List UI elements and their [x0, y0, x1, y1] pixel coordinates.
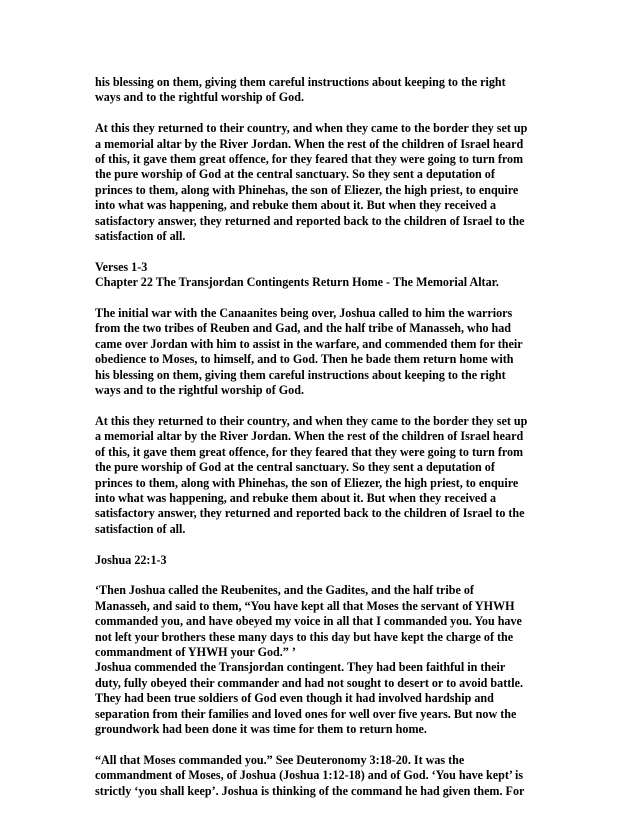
text-line: his blessing on them, giving them careful instructions about keeping to the right — [95, 367, 506, 382]
text-line: strictly ‘you shall keep’. Joshua is thinking of the command he had given them. For — [95, 783, 525, 798]
section-heading — [95, 260, 553, 291]
paragraph-memorial-altar-repeat — [95, 414, 553, 537]
text-line: ‘Then Joshua called the Reubenites, and the Gadites, and the half tribe of — [95, 583, 474, 598]
paragraph-memorial-altar — [95, 121, 553, 244]
text-line: “All that Moses commanded you.” See Deuteronomy 3:18-20. It was the — [95, 752, 465, 767]
text-line: from the two tribes of Reuben and Gad, and the half tribe of Manasseh, who had — [95, 321, 512, 336]
text-line: obedience to Moses, to himself, and to God. Then he bade them return home with — [95, 352, 514, 367]
text-line: satisfaction of all. — [95, 229, 186, 244]
verses-label: Verses 1-3 — [95, 259, 148, 274]
text-line: At this they returned to their country, and when they came to the border they set up — [95, 413, 528, 428]
text-line: separation from their families and loved ones for well over five years. But now the — [95, 706, 517, 721]
text-line: into what was happening, and rebuke them about it. But when they received a — [95, 198, 497, 213]
text-line: commandment of YHWH your God.” ’ — [95, 644, 296, 659]
text-line: The initial war with the Canaanites being over, Joshua called to him the warriors — [95, 306, 513, 321]
text-line: princes to them, along with Phinehas, the son of Eliezer, the high priest, to enquire — [95, 182, 519, 197]
text-line: ways and to the rightful worship of God. — [95, 383, 304, 398]
text-line: into what was happening, and rebuke them about it. But when they received a — [95, 490, 497, 505]
text-line: satisfactory answer, they returned and reported back to the children of Israel to the — [95, 506, 525, 521]
text-line: At this they returned to their country, and when they came to the border they set up — [95, 121, 528, 136]
text-line: Manasseh, and said to them, “You have kept all that Moses the servant of YHWH — [95, 598, 515, 613]
paragraph-moses-commanded — [95, 753, 553, 799]
text-line: of this, it gave them great offence, for they feared that they were going to turn from — [95, 444, 524, 459]
text-line: duty, fully obeyed their commander and had not sought to desert or to avoid battle. — [95, 675, 524, 690]
paragraph-scripture-quote — [95, 583, 553, 737]
text-line: They had been true soldiers of God even though it had involved hardship and — [95, 691, 494, 706]
text-line: his blessing on them, giving them careful instructions about keeping to the right — [95, 75, 506, 89]
text-line: Joshua commended the Transjordan contingent. They had been faithful in their — [95, 660, 506, 675]
paragraph-blessing-end — [95, 75, 553, 106]
text-line: princes to them, along with Phinehas, the son of Eliezer, the high priest, to enquire — [95, 475, 519, 490]
text-line: groundwork had been done it was time for them to return home. — [95, 721, 427, 736]
text-line: the pure worship of God at the central sanctuary. So they sent a deputation of — [95, 460, 495, 475]
text-line: ways and to the rightful worship of God. — [95, 90, 304, 105]
text-line: came over Jordan with him to assist in the warfare, and commended them for their — [95, 336, 523, 351]
paragraph-initial-war — [95, 306, 553, 398]
text-line: commanded you, and have obeyed my voice in all that I commanded you. You have — [95, 614, 522, 629]
text-line: of this, it gave them great offence, for they feared that they were going to turn from — [95, 152, 524, 167]
text-line: not left your brothers these many days to this day but have kept the charge of the — [95, 629, 514, 644]
text-line: a memorial altar by the River Jordan. When the rest of the children of Israel heard — [95, 429, 524, 444]
chapter-title: Chapter 22 The Transjordan Contingents Return Home - The Memorial Altar. — [95, 275, 499, 290]
document-page — [95, 75, 553, 814]
scripture-reference — [95, 553, 553, 568]
reference-label: Joshua 22:1-3 — [95, 552, 167, 567]
text-line: satisfactory answer, they returned and reported back to the children of Israel to the — [95, 213, 525, 228]
text-line: satisfaction of all. — [95, 521, 186, 536]
text-line: commandment of Moses, of Joshua (Joshua 1:12-18) and of God. ‘You have kept’ is — [95, 768, 524, 783]
text-line: the pure worship of God at the central sanctuary. So they sent a deputation of — [95, 167, 495, 182]
text-line: a memorial altar by the River Jordan. When the rest of the children of Israel heard — [95, 136, 524, 151]
